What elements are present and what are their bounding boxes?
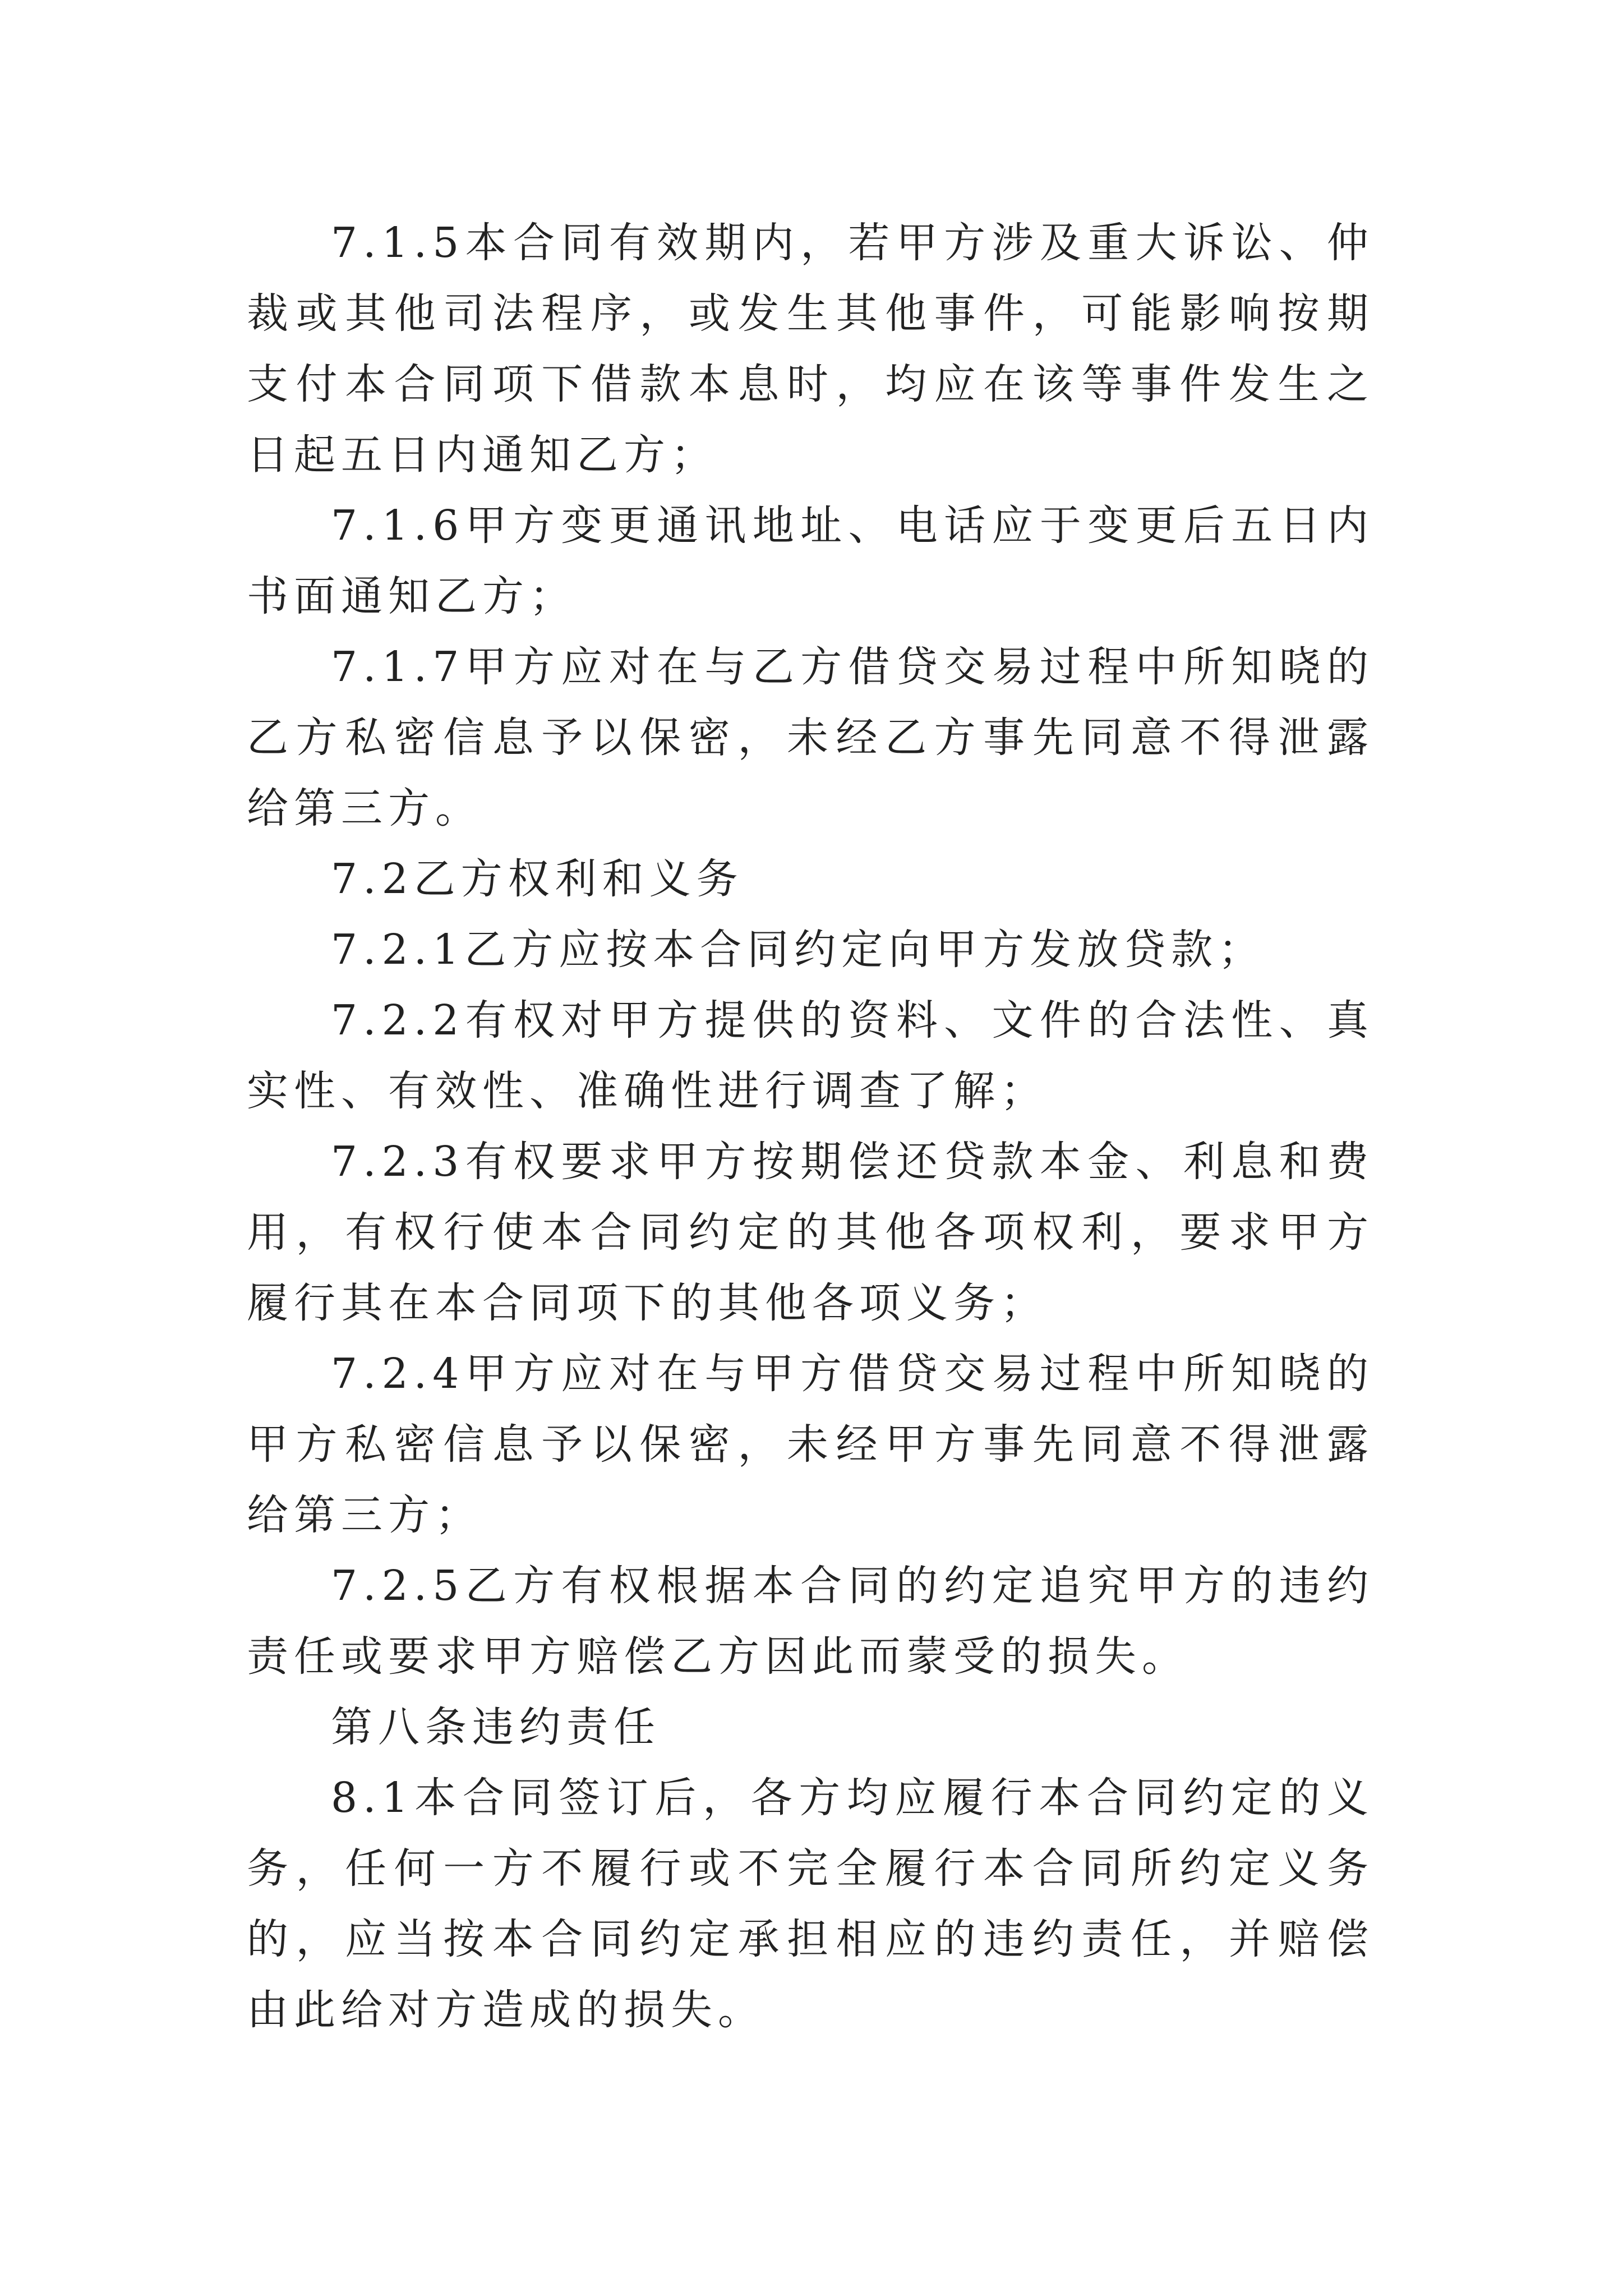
document-body	[247, 208, 1374, 2045]
clause-7-2-3: 7.2.3有权要求甲方按期偿还贷款本金、利息和费用，有权行使本合同约定的其他各项权利，要求甲方履行其在本合同项下的其他各项义务；	[247, 1138, 1374, 1327]
clause-7-1-7: 7.1.7甲方应对在与乙方借贷交易过程中所知晓的乙方私密信息予以保密，未经乙方事先同意不得泄露给第三方。	[247, 643, 1374, 832]
section-heading-7-2: 7.2乙方权利和义务	[331, 855, 744, 903]
clause-7-2-2: 7.2.2有权对甲方提供的资料、文件的合法性、真实性、有效性、准确性进行调查了解；	[247, 996, 1374, 1115]
clause-7-2-5: 7.2.5乙方有权根据本合同的约定追究甲方的违约责任或要求甲方赔偿乙方因此而蒙受的损失。	[247, 1562, 1374, 1681]
article-heading-8: 第八条违约责任	[331, 1703, 661, 1751]
clause-7-2-4: 7.2.4甲方应对在与甲方借贷交易过程中所知晓的甲方私密信息予以保密，未经甲方事先同意不得泄露给第三方；	[247, 1350, 1374, 1539]
clause-7-1-6: 7.1.6甲方变更通讯地址、电话应于变更后五日内书面通知乙方；	[247, 501, 1374, 620]
clause-8-1: 8.1本合同签订后，各方均应履行本合同约定的义务，任何一方不履行或不完全履行本合同所约定义务的，应当按本合同约定承担相应的违约责任，并赔偿由此给对方造成的损失。	[247, 1774, 1374, 2034]
clause-7-1-5: 7.1.5本合同有效期内，若甲方涉及重大诉讼、仲裁或其他司法程序，或发生其他事件，可能影响按期支付本合同项下借款本息时，均应在该等事件发生之日起五日内通知乙方；	[247, 219, 1374, 479]
clause-7-2-1: 7.2.1乙方应按本合同约定向甲方发放贷款；	[331, 926, 1266, 974]
